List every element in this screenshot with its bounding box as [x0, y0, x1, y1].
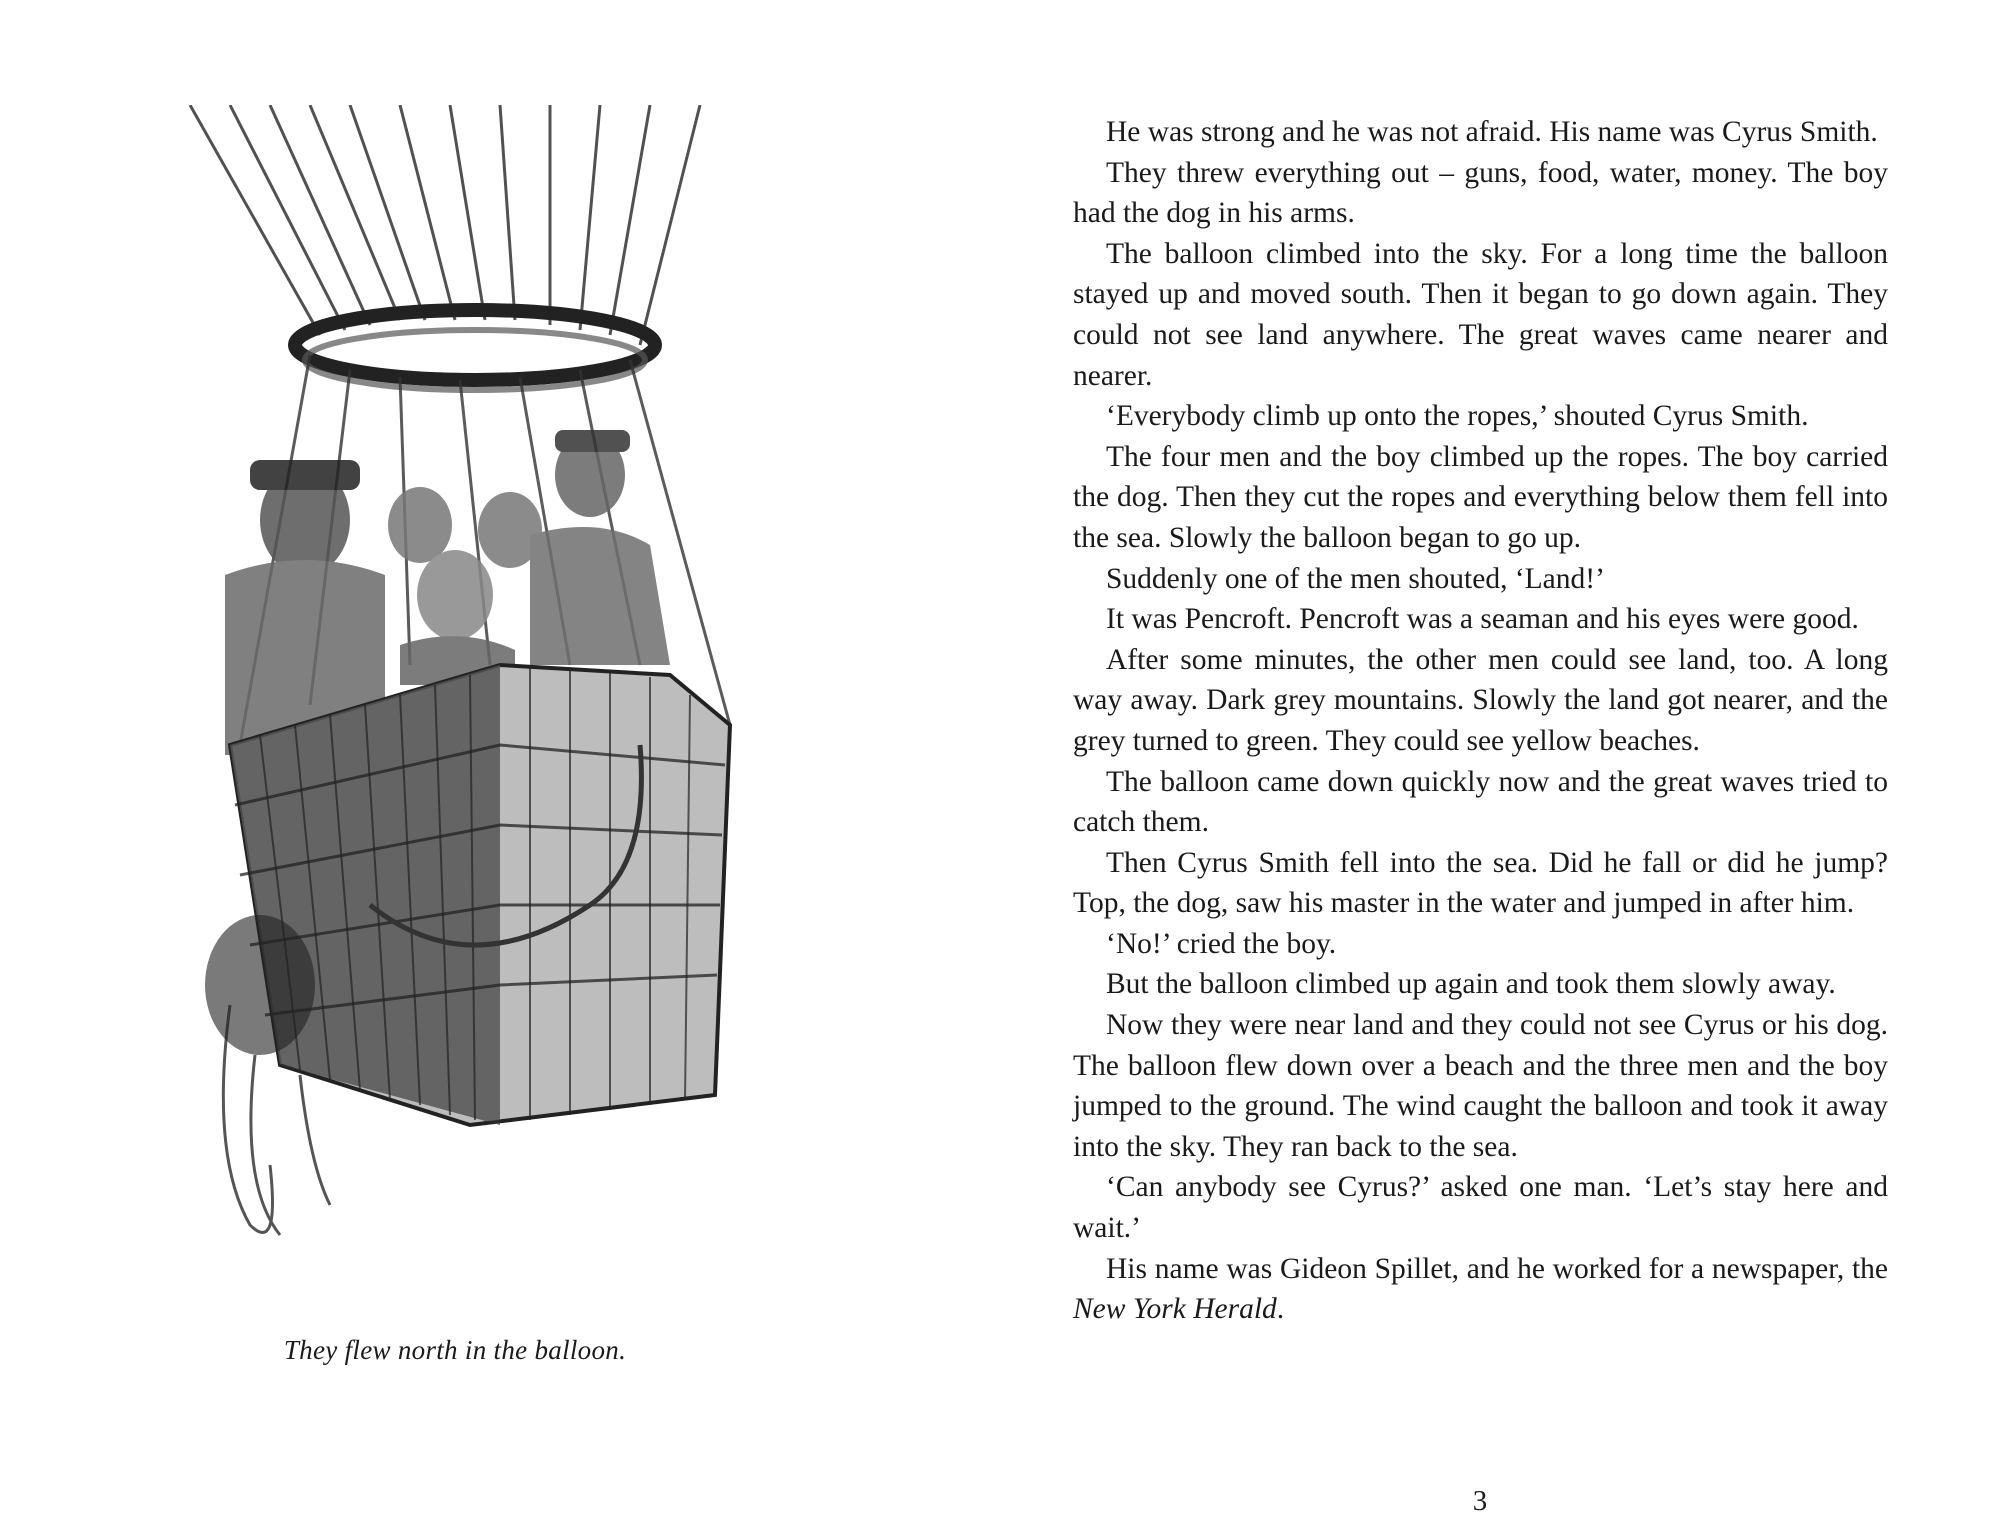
paragraph: Suddenly one of the men shouted, ‘Land!’ [1106, 562, 1605, 595]
paragraph-end: . [1276, 1293, 1285, 1326]
paragraph: The balloon came down quickly now and the great waves tried to catch them. [1073, 765, 1888, 839]
paragraph: The balloon climbed into the sky. For a long time the balloon stayed up and moved south. Then it began to go down again. They could not see land anywhere. The great waves came nearer and nearer. [1073, 237, 1888, 392]
paragraph: After some minutes, the other men could see land, too. A long way away. Dark grey mountains. Slowly the land got nearer, and the grey turned to green. They could see yellow beaches. [1073, 643, 1888, 757]
paragraph: ‘Can anybody see Cyrus?’ asked one man. ‘Let’s stay here and wait.’ [1073, 1171, 1888, 1245]
paragraph: They threw everything out – guns, food, water, money. The boy had the dog in his arms. [1073, 156, 1888, 230]
paragraph: The four men and the boy climbed up the ropes. The boy carried the dog. Then they cut the ropes and everything below them fell into the sea. Slowly the balloon began to go up. [1073, 440, 1888, 554]
paragraph: He was strong and he was not afraid. His name was Cyrus Smith. [1106, 116, 1878, 148]
illustration-caption: They flew north in the balloon. [283, 1335, 627, 1365]
paragraph: ‘Everybody climb up onto the ropes,’ shouted Cyrus Smith. [1106, 400, 1809, 433]
paragraph-last [1073, 1249, 1888, 1330]
newspaper-name: New York Herald [1073, 1293, 1277, 1326]
paragraph: Now they were near land and they could not see Cyrus or his dog. The balloon flew down over a beach and the three men and the boy jumped to the ground. The wind caught the balloon and took it away into the sky. They ran back to the sea. [1073, 1009, 1888, 1163]
paragraph: Then Cyrus Smith fell into the sea. Did he fall or did he jump? Top, the dog, saw his master in the water and jumped in after him. [1073, 846, 1888, 920]
paragraph: But the balloon climbed up again and took them slowly away. [1106, 968, 1836, 1001]
paragraph: It was Pencroft. Pencroft was a seaman and his eyes were good. [1106, 603, 1859, 636]
page-number: 3 [1472, 1485, 1488, 1517]
story-text [1073, 112, 1888, 1330]
paragraph-text: His name was Gideon Spillet, and he worked for a newspaper, the [1106, 1252, 1888, 1285]
balloon-basket-illustration [170, 105, 740, 1285]
paragraph: ‘No!’ cried the boy. [1106, 927, 1337, 960]
